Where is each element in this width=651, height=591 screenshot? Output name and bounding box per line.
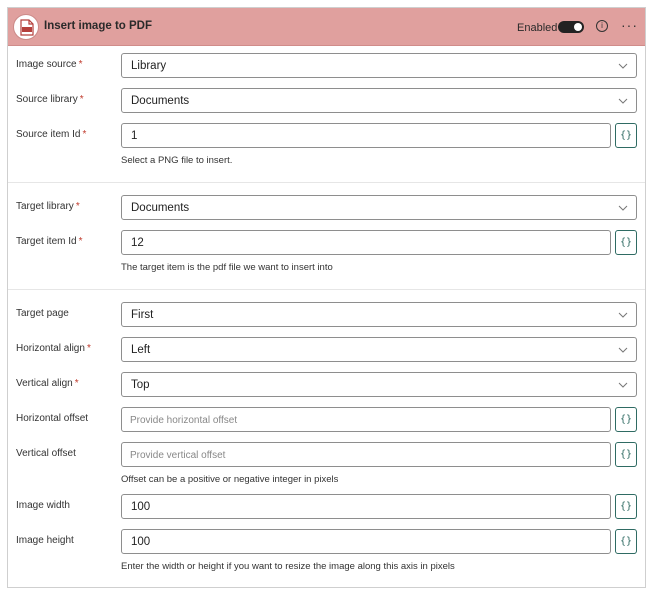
source-item-id-input[interactable]: [121, 123, 611, 148]
source-library-label: Source library *: [16, 94, 84, 105]
expression-button[interactable]: {}: [615, 529, 637, 554]
vertical-align-select[interactable]: [121, 372, 637, 397]
horizontal-offset-placeholder: Provide horizontal offset: [130, 415, 238, 426]
enabled-toggle[interactable]: [558, 21, 584, 33]
action-card: [7, 7, 646, 588]
expression-button[interactable]: {}: [615, 230, 637, 255]
target-page-select[interactable]: [121, 302, 637, 327]
expression-button[interactable]: {}: [615, 494, 637, 519]
horizontal-align-select[interactable]: [121, 337, 637, 362]
target-page-value: First: [131, 309, 154, 321]
image-width-input[interactable]: [121, 494, 611, 519]
target-hint: The target item is the pdf file we want to insert into: [121, 262, 333, 273]
horizontal-offset-input[interactable]: [121, 407, 611, 432]
info-icon[interactable]: i: [596, 20, 608, 32]
image-source-label: Image source *: [16, 59, 83, 70]
target-item-id-input[interactable]: [121, 230, 611, 255]
target-library-label: Target library *: [16, 201, 80, 212]
image-height-label: Image height: [16, 535, 74, 546]
chevron-down-icon: [618, 205, 628, 211]
source-item-id-value: 1: [131, 130, 138, 142]
card-header: [8, 8, 645, 46]
expression-button[interactable]: {}: [615, 123, 637, 148]
vertical-offset-label: Vertical offset: [16, 448, 76, 459]
image-height-value: 100: [131, 536, 151, 548]
image-source-select[interactable]: [121, 53, 637, 78]
vertical-offset-input[interactable]: [121, 442, 611, 467]
enabled-label: Enabled: [517, 22, 558, 34]
horizontal-align-label: Horizontal align *: [16, 343, 91, 354]
source-library-value: Documents: [131, 95, 190, 107]
expression-button[interactable]: {}: [615, 407, 637, 432]
image-width-label: Image width: [16, 500, 70, 511]
target-page-label: Target page: [16, 308, 69, 319]
card-title: Insert image to PDF: [44, 20, 152, 32]
section-divider: [8, 182, 645, 183]
source-hint: Select a PNG file to insert.: [121, 155, 233, 166]
chevron-down-icon: [618, 347, 628, 353]
vertical-offset-placeholder: Provide vertical offset: [130, 450, 226, 461]
target-item-id-value: 12: [131, 237, 144, 249]
pdf-icon: [13, 14, 39, 40]
target-library-select[interactable]: [121, 195, 637, 220]
expression-button[interactable]: {}: [615, 442, 637, 467]
chevron-down-icon: [618, 382, 628, 388]
section-divider: [8, 289, 645, 290]
source-item-id-label: Source item Id *: [16, 129, 87, 140]
image-source-value: Library: [131, 60, 167, 72]
vertical-align-value: Top: [131, 379, 150, 391]
image-height-input[interactable]: [121, 529, 611, 554]
source-library-select[interactable]: [121, 88, 637, 113]
chevron-down-icon: [618, 63, 628, 69]
toggle-knob: [574, 23, 582, 31]
image-width-value: 100: [131, 501, 151, 513]
target-library-value: Documents: [131, 202, 190, 214]
offset-hint: Offset can be a positive or negative integer in pixels: [121, 474, 339, 485]
horizontal-offset-label: Horizontal offset: [16, 413, 89, 424]
chevron-down-icon: [618, 312, 628, 318]
horizontal-align-value: Left: [131, 344, 151, 356]
vertical-align-label: Vertical align *: [16, 378, 79, 389]
size-hint: Enter the width or height if you want to resize the image along this axis in pixels: [121, 561, 455, 572]
more-options-icon[interactable]: ···: [621, 17, 638, 33]
target-item-id-label: Target item Id *: [16, 236, 83, 247]
chevron-down-icon: [618, 98, 628, 104]
